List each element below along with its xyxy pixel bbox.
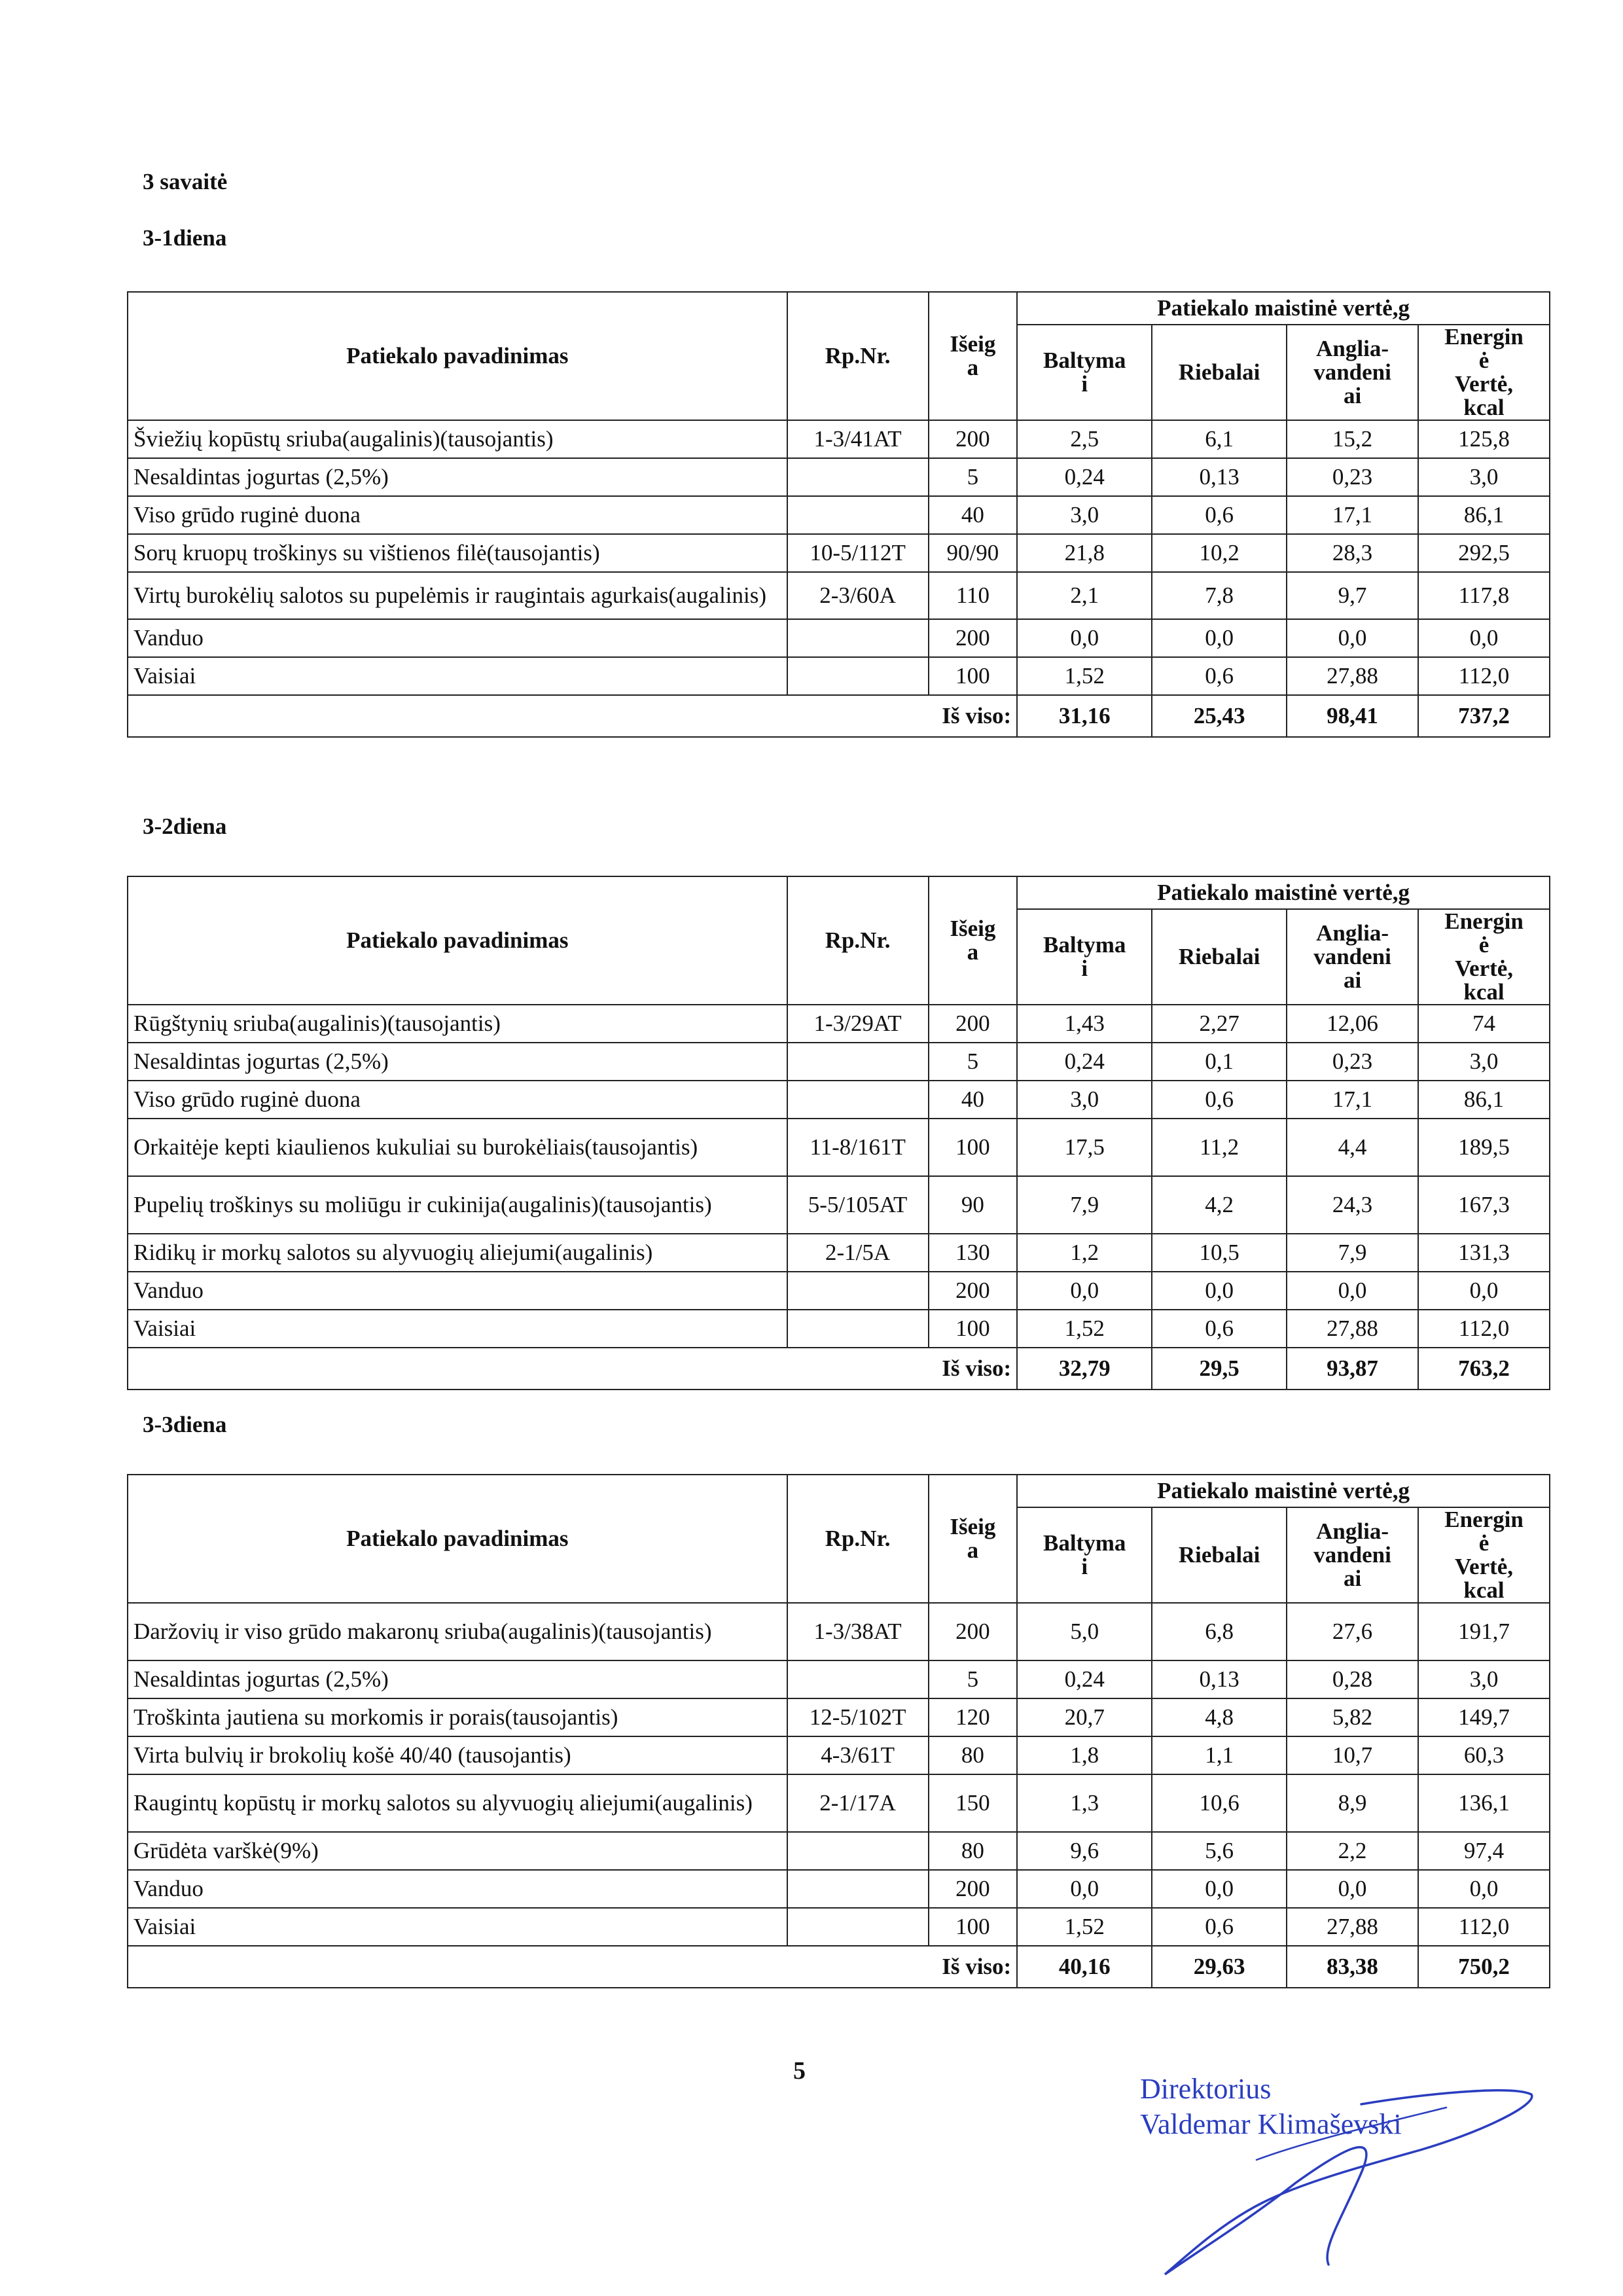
cell-baltymai: 2,1 [1017, 572, 1152, 619]
cell-rp: 4-3/61T [787, 1736, 929, 1774]
header-energy-line: Energin [1444, 1507, 1524, 1532]
page-number: 5 [793, 2057, 806, 2085]
cell-rp [787, 1660, 929, 1698]
table-row [128, 1832, 1550, 1870]
table-row [128, 1272, 1550, 1310]
cell-iseiga: 200 [929, 1870, 1018, 1908]
cell-rp: 2-1/5A [787, 1234, 929, 1272]
cell-baltymai: 1,52 [1017, 1908, 1152, 1946]
cell-baltymai: 20,7 [1017, 1698, 1152, 1736]
header-iseiga-line: Išeig [950, 1514, 996, 1539]
cell-baltymai: 7,9 [1017, 1176, 1152, 1234]
table-row [128, 657, 1550, 695]
total-label: Iš viso: [128, 1946, 1017, 1988]
header-fat: Riebalai [1152, 1507, 1287, 1603]
cell-angliavandeniai: 27,88 [1287, 657, 1418, 695]
cell-riebalai: 1,1 [1152, 1736, 1287, 1774]
cell-baltymai: 0,0 [1017, 619, 1152, 657]
cell-energija: 117,8 [1418, 572, 1550, 619]
cell-baltymai: 1,43 [1017, 1005, 1152, 1043]
cell-riebalai: 0,6 [1152, 496, 1287, 534]
header-protein [1017, 325, 1152, 420]
cell-energija: 86,1 [1418, 496, 1550, 534]
cell-name: Šviežių kopūstų sriuba(augalinis)(tausojantis) [128, 420, 787, 458]
cell-baltymai: 1,8 [1017, 1736, 1152, 1774]
cell-energija: 97,4 [1418, 1832, 1550, 1870]
cell-rp [787, 496, 929, 534]
cell-riebalai: 0,0 [1152, 1272, 1287, 1310]
menu-table [127, 291, 1550, 738]
total-label: Iš viso: [128, 1348, 1017, 1390]
handwritten-signature [1145, 2068, 1538, 2284]
cell-energija: 74 [1418, 1005, 1550, 1043]
cell-angliavandeniai: 27,6 [1287, 1603, 1418, 1660]
table-row [128, 1908, 1550, 1946]
cell-energija: 167,3 [1418, 1176, 1550, 1234]
cell-name: Orkaitėje kepti kiaulienos kukuliai su burokėliais(tausojantis) [128, 1119, 787, 1176]
header-energy [1418, 325, 1550, 420]
total-label: Iš viso: [128, 695, 1017, 737]
header-energy-line: kcal [1463, 1577, 1505, 1603]
cell-energija: 60,3 [1418, 1736, 1550, 1774]
cell-iseiga: 200 [929, 420, 1018, 458]
cell-riebalai: 4,2 [1152, 1176, 1287, 1234]
cell-iseiga: 40 [929, 496, 1018, 534]
total-baltymai: 32,79 [1017, 1348, 1152, 1390]
header-iseiga [929, 876, 1018, 1005]
cell-rp: 2-1/17A [787, 1774, 929, 1832]
header-name: Patiekalo pavadinimas [128, 876, 787, 1005]
cell-name: Virtų burokėlių salotos su pupelėmis ir raugintais agurkais(augalinis) [128, 572, 787, 619]
cell-iseiga: 5 [929, 1660, 1018, 1698]
table-row [128, 1774, 1550, 1832]
cell-energija: 149,7 [1418, 1698, 1550, 1736]
header-rp: Rp.Nr. [787, 292, 929, 420]
header-protein [1017, 909, 1152, 1005]
table-row [128, 496, 1550, 534]
cell-angliavandeniai: 10,7 [1287, 1736, 1418, 1774]
header-iseiga-line: a [967, 939, 979, 965]
total-baltymai: 40,16 [1017, 1946, 1152, 1988]
cell-riebalai: 0,13 [1152, 458, 1287, 496]
header-fat: Riebalai [1152, 325, 1287, 420]
header-protein-line: Baltyma [1043, 932, 1126, 958]
cell-rp [787, 458, 929, 496]
cell-baltymai: 0,0 [1017, 1870, 1152, 1908]
menu-table [127, 876, 1550, 1390]
header-iseiga [929, 1475, 1018, 1603]
cell-angliavandeniai: 24,3 [1287, 1176, 1418, 1234]
cell-iseiga: 40 [929, 1081, 1018, 1119]
total-riebalai: 25,43 [1152, 695, 1287, 737]
cell-name: Vanduo [128, 1870, 787, 1908]
cell-iseiga: 130 [929, 1234, 1018, 1272]
cell-iseiga: 200 [929, 1005, 1018, 1043]
day-title: 3-2diena [143, 814, 227, 839]
total-row [128, 1348, 1550, 1390]
cell-iseiga: 100 [929, 1908, 1018, 1946]
header-nutrition: Patiekalo maistinė vertė,g [1017, 292, 1550, 325]
cell-iseiga: 100 [929, 657, 1018, 695]
header-energy-line: Vertė, [1454, 1554, 1514, 1579]
cell-energija: 131,3 [1418, 1234, 1550, 1272]
cell-angliavandeniai: 7,9 [1287, 1234, 1418, 1272]
cell-baltymai: 0,24 [1017, 1043, 1152, 1081]
cell-iseiga: 5 [929, 458, 1018, 496]
cell-name: Troškinta jautiena su morkomis ir porais(tausojantis) [128, 1698, 787, 1736]
cell-rp: 2-3/60A [787, 572, 929, 619]
header-iseiga-line: a [967, 355, 979, 380]
cell-angliavandeniai: 12,06 [1287, 1005, 1418, 1043]
cell-baltymai: 1,52 [1017, 1310, 1152, 1348]
header-carb [1287, 1507, 1418, 1603]
cell-baltymai: 5,0 [1017, 1603, 1152, 1660]
cell-name: Grūdėta varškė(9%) [128, 1832, 787, 1870]
table-row [128, 458, 1550, 496]
menu-table [127, 1474, 1550, 1988]
cell-angliavandeniai: 5,82 [1287, 1698, 1418, 1736]
cell-rp: 11-8/161T [787, 1119, 929, 1176]
table-row [128, 1176, 1550, 1234]
cell-iseiga: 90/90 [929, 534, 1018, 572]
header-energy-line: Vertė, [1454, 956, 1514, 981]
header-carb-line: vandeni [1313, 1542, 1391, 1568]
cell-iseiga: 200 [929, 1272, 1018, 1310]
cell-angliavandeniai: 0,0 [1287, 1870, 1418, 1908]
cell-rp: 1-3/29AT [787, 1005, 929, 1043]
header-iseiga-line: Išeig [950, 916, 996, 941]
cell-name: Sorų kruopų troškinys su vištienos filė(tausojantis) [128, 534, 787, 572]
cell-name: Rūgštynių sriuba(augalinis)(tausojantis) [128, 1005, 787, 1043]
cell-baltymai: 1,52 [1017, 657, 1152, 695]
day-title: 3-1diena [143, 225, 227, 251]
table-row [128, 1005, 1550, 1043]
header-energy-line: Vertė, [1454, 371, 1514, 397]
cell-energija: 0,0 [1418, 1870, 1550, 1908]
cell-baltymai: 17,5 [1017, 1119, 1152, 1176]
cell-energija: 0,0 [1418, 1272, 1550, 1310]
header-carb-line: Anglia- [1316, 920, 1389, 946]
header-carb-line: ai [1343, 383, 1362, 408]
table-row [128, 1870, 1550, 1908]
header-protein [1017, 1507, 1152, 1603]
cell-energija: 189,5 [1418, 1119, 1550, 1176]
cell-rp [787, 1908, 929, 1946]
cell-name: Nesaldintas jogurtas (2,5%) [128, 1043, 787, 1081]
header-energy-line: Energin [1444, 909, 1524, 934]
cell-name: Vanduo [128, 1272, 787, 1310]
header-carb-line: Anglia- [1316, 336, 1389, 361]
cell-riebalai: 0,0 [1152, 619, 1287, 657]
cell-rp [787, 1870, 929, 1908]
header-carb [1287, 325, 1418, 420]
header-carb-line: ai [1343, 967, 1362, 993]
cell-riebalai: 0,6 [1152, 1908, 1287, 1946]
header-iseiga-line: Išeig [950, 331, 996, 357]
cell-rp [787, 1832, 929, 1870]
cell-riebalai: 0,6 [1152, 657, 1287, 695]
header-nutrition: Patiekalo maistinė vertė,g [1017, 1475, 1550, 1507]
cell-rp [787, 657, 929, 695]
table-row [128, 1081, 1550, 1119]
cell-rp [787, 1272, 929, 1310]
total-energija: 737,2 [1418, 695, 1550, 737]
cell-riebalai: 0,6 [1152, 1081, 1287, 1119]
cell-iseiga: 200 [929, 619, 1018, 657]
cell-riebalai: 5,6 [1152, 1832, 1287, 1870]
cell-energija: 125,8 [1418, 420, 1550, 458]
cell-iseiga: 110 [929, 572, 1018, 619]
cell-angliavandeniai: 0,23 [1287, 458, 1418, 496]
cell-angliavandeniai: 0,0 [1287, 619, 1418, 657]
cell-name: Nesaldintas jogurtas (2,5%) [128, 458, 787, 496]
cell-iseiga: 120 [929, 1698, 1018, 1736]
signature-name: Valdemar Klimaševski [1140, 2108, 1402, 2140]
cell-rp: 1-3/41AT [787, 420, 929, 458]
table-row [128, 1234, 1550, 1272]
cell-riebalai: 0,6 [1152, 1310, 1287, 1348]
header-energy-line: ė [1478, 348, 1489, 373]
total-angliavandeniai: 93,87 [1287, 1348, 1418, 1390]
header-fat: Riebalai [1152, 909, 1287, 1005]
cell-name: Raugintų kopūstų ir morkų salotos su alyvuogių aliejumi(augalinis) [128, 1774, 787, 1832]
cell-energija: 3,0 [1418, 458, 1550, 496]
cell-riebalai: 0,13 [1152, 1660, 1287, 1698]
cell-angliavandeniai: 0,28 [1287, 1660, 1418, 1698]
cell-iseiga: 150 [929, 1774, 1018, 1832]
header-protein-line: Baltyma [1043, 348, 1126, 373]
cell-riebalai: 2,27 [1152, 1005, 1287, 1043]
cell-baltymai: 0,24 [1017, 1660, 1152, 1698]
cell-energija: 191,7 [1418, 1603, 1550, 1660]
table-row [128, 1310, 1550, 1348]
header-protein-line: i [1081, 956, 1088, 981]
cell-energija: 86,1 [1418, 1081, 1550, 1119]
cell-riebalai: 10,2 [1152, 534, 1287, 572]
cell-baltymai: 2,5 [1017, 420, 1152, 458]
cell-riebalai: 4,8 [1152, 1698, 1287, 1736]
day-title: 3-3diena [143, 1412, 227, 1437]
header-name: Patiekalo pavadinimas [128, 1475, 787, 1603]
header-rp: Rp.Nr. [787, 1475, 929, 1603]
cell-riebalai: 0,1 [1152, 1043, 1287, 1081]
header-energy-line: ė [1478, 932, 1489, 958]
cell-name: Viso grūdo ruginė duona [128, 496, 787, 534]
table-row [128, 534, 1550, 572]
cell-baltymai: 3,0 [1017, 1081, 1152, 1119]
cell-riebalai: 10,6 [1152, 1774, 1287, 1832]
header-protein-line: i [1081, 371, 1088, 397]
header-energy-line: kcal [1463, 395, 1505, 420]
cell-angliavandeniai: 4,4 [1287, 1119, 1418, 1176]
header-carb [1287, 909, 1418, 1005]
table-row [128, 619, 1550, 657]
cell-angliavandeniai: 2,2 [1287, 1832, 1418, 1870]
cell-rp [787, 1310, 929, 1348]
week-title: 3 savaitė [143, 169, 228, 194]
cell-iseiga: 80 [929, 1832, 1018, 1870]
cell-energija: 112,0 [1418, 657, 1550, 695]
cell-baltymai: 0,24 [1017, 458, 1152, 496]
cell-iseiga: 100 [929, 1119, 1018, 1176]
cell-name: Virta bulvių ir brokolių košė 40/40 (tausojantis) [128, 1736, 787, 1774]
table-row [128, 1698, 1550, 1736]
header-carb-line: vandeni [1313, 359, 1391, 385]
cell-riebalai: 10,5 [1152, 1234, 1287, 1272]
cell-energija: 112,0 [1418, 1310, 1550, 1348]
table-row [128, 1119, 1550, 1176]
cell-riebalai: 11,2 [1152, 1119, 1287, 1176]
cell-name: Daržovių ir viso grūdo makaronų sriuba(augalinis)(tausojantis) [128, 1603, 787, 1660]
table-header [128, 1475, 1550, 1507]
header-energy-line: ė [1478, 1530, 1489, 1556]
cell-angliavandeniai: 27,88 [1287, 1908, 1418, 1946]
cell-energija: 3,0 [1418, 1043, 1550, 1081]
cell-angliavandeniai: 0,0 [1287, 1272, 1418, 1310]
header-energy [1418, 1507, 1550, 1603]
cell-angliavandeniai: 15,2 [1287, 420, 1418, 458]
cell-angliavandeniai: 17,1 [1287, 1081, 1418, 1119]
cell-baltymai: 1,2 [1017, 1234, 1152, 1272]
cell-iseiga: 90 [929, 1176, 1018, 1234]
total-row [128, 695, 1550, 737]
cell-name: Nesaldintas jogurtas (2,5%) [128, 1660, 787, 1698]
total-energija: 763,2 [1418, 1348, 1550, 1390]
cell-angliavandeniai: 9,7 [1287, 572, 1418, 619]
signature-title: Direktorius [1140, 2073, 1272, 2105]
header-carb-line: Anglia- [1316, 1518, 1389, 1544]
cell-energija: 112,0 [1418, 1908, 1550, 1946]
cell-name: Vanduo [128, 619, 787, 657]
cell-riebalai: 6,1 [1152, 420, 1287, 458]
table-row [128, 420, 1550, 458]
table-header [128, 876, 1550, 909]
table-row [128, 1043, 1550, 1081]
total-energija: 750,2 [1418, 1946, 1550, 1988]
cell-rp: 1-3/38AT [787, 1603, 929, 1660]
cell-riebalai: 0,0 [1152, 1870, 1287, 1908]
cell-name: Ridikų ir morkų salotos su alyvuogių aliejumi(augalinis) [128, 1234, 787, 1272]
total-riebalai: 29,63 [1152, 1946, 1287, 1988]
cell-name: Vaisiai [128, 1310, 787, 1348]
cell-iseiga: 100 [929, 1310, 1018, 1348]
cell-baltymai: 3,0 [1017, 496, 1152, 534]
cell-name: Pupelių troškinys su moliūgu ir cukinija(augalinis)(tausojantis) [128, 1176, 787, 1234]
cell-iseiga: 200 [929, 1603, 1018, 1660]
cell-name: Vaisiai [128, 657, 787, 695]
header-iseiga [929, 292, 1018, 420]
cell-rp [787, 619, 929, 657]
cell-iseiga: 5 [929, 1043, 1018, 1081]
cell-energija: 3,0 [1418, 1660, 1550, 1698]
table-row [128, 572, 1550, 619]
header-iseiga-line: a [967, 1537, 979, 1563]
cell-rp [787, 1081, 929, 1119]
cell-energija: 0,0 [1418, 619, 1550, 657]
table-row [128, 1736, 1550, 1774]
header-carb-line: vandeni [1313, 944, 1391, 969]
header-protein-line: i [1081, 1554, 1088, 1579]
cell-name: Vaisiai [128, 1908, 787, 1946]
cell-angliavandeniai: 17,1 [1287, 496, 1418, 534]
table-header [128, 292, 1550, 325]
total-baltymai: 31,16 [1017, 695, 1152, 737]
cell-angliavandeniai: 8,9 [1287, 1774, 1418, 1832]
table-row [128, 1603, 1550, 1660]
table-row [128, 1660, 1550, 1698]
header-rp: Rp.Nr. [787, 876, 929, 1005]
total-riebalai: 29,5 [1152, 1348, 1287, 1390]
header-name: Patiekalo pavadinimas [128, 292, 787, 420]
cell-rp: 12-5/102T [787, 1698, 929, 1736]
cell-rp: 5-5/105AT [787, 1176, 929, 1234]
cell-baltymai: 0,0 [1017, 1272, 1152, 1310]
cell-riebalai: 7,8 [1152, 572, 1287, 619]
cell-angliavandeniai: 27,88 [1287, 1310, 1418, 1348]
cell-rp [787, 1043, 929, 1081]
header-protein-line: Baltyma [1043, 1530, 1126, 1556]
header-energy-line: Energin [1444, 325, 1524, 350]
cell-rp: 10-5/112T [787, 534, 929, 572]
header-carb-line: ai [1343, 1566, 1362, 1591]
header-energy [1418, 909, 1550, 1005]
total-angliavandeniai: 98,41 [1287, 695, 1418, 737]
cell-name: Viso grūdo ruginė duona [128, 1081, 787, 1119]
total-row [128, 1946, 1550, 1988]
header-energy-line: kcal [1463, 979, 1505, 1005]
cell-energija: 136,1 [1418, 1774, 1550, 1832]
cell-riebalai: 6,8 [1152, 1603, 1287, 1660]
cell-angliavandeniai: 28,3 [1287, 534, 1418, 572]
cell-baltymai: 1,3 [1017, 1774, 1152, 1832]
cell-iseiga: 80 [929, 1736, 1018, 1774]
cell-energija: 292,5 [1418, 534, 1550, 572]
header-nutrition: Patiekalo maistinė vertė,g [1017, 876, 1550, 909]
cell-baltymai: 9,6 [1017, 1832, 1152, 1870]
total-angliavandeniai: 83,38 [1287, 1946, 1418, 1988]
cell-angliavandeniai: 0,23 [1287, 1043, 1418, 1081]
cell-baltymai: 21,8 [1017, 534, 1152, 572]
